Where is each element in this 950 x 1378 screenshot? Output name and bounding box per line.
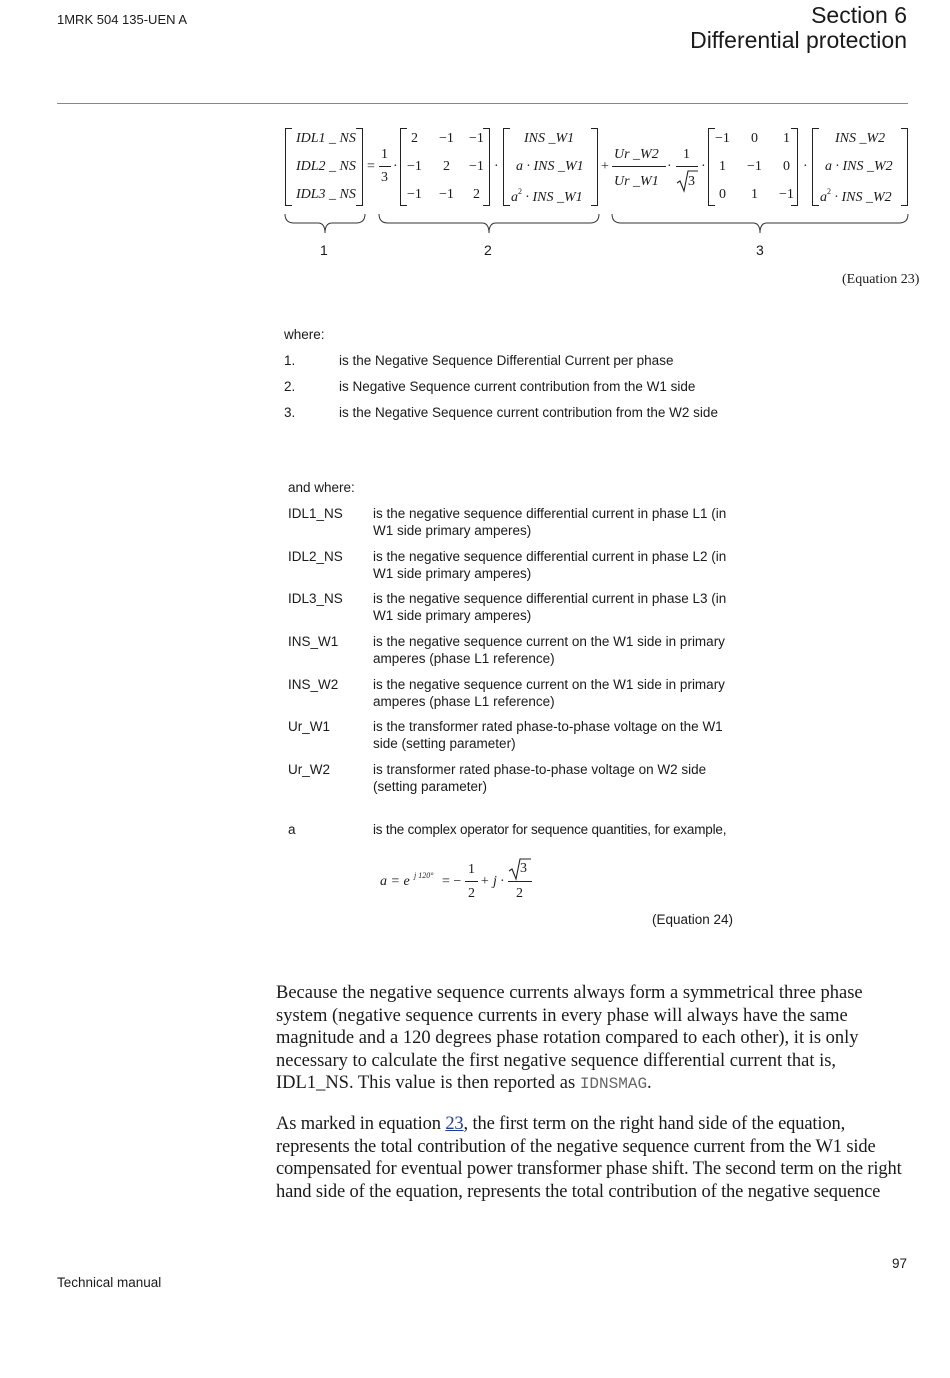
vector-term: · INS _W1 bbox=[525, 190, 583, 205]
definition-text: is the negative sequence differential current in phase L1 (in W1 side primary amperes) bbox=[373, 506, 727, 538]
definition-text: is transformer rated phase-to-phase voltage on W2 side (setting parameter) bbox=[373, 762, 707, 794]
dot-operator: · bbox=[667, 159, 672, 174]
matrix-cell: 0 bbox=[719, 187, 726, 202]
equation-24-label: (Equation 24) bbox=[652, 912, 734, 927]
section-number: Section 6 bbox=[811, 2, 907, 28]
definition-term: IDL3_NS bbox=[288, 591, 343, 606]
brace-label: 1 bbox=[320, 242, 328, 258]
list-text: is the Negative Sequence current contribution from the W2 side bbox=[339, 405, 718, 420]
root-denominator: 2 bbox=[516, 886, 523, 901]
parameter-name: IDNSMAG bbox=[579, 1075, 648, 1094]
dot-operator: · bbox=[393, 159, 398, 174]
definition-text: is the negative sequence current on the W1 side in primary amperes (phase L1 reference) bbox=[373, 634, 725, 666]
definition-term: Ur_W2 bbox=[288, 762, 331, 777]
eq24-equals-minus: = − bbox=[442, 874, 462, 889]
definition-term: INS_W1 bbox=[288, 634, 339, 649]
where-title: where: bbox=[284, 327, 325, 342]
root-radicand: 3 bbox=[520, 861, 527, 876]
list-text: is the Negative Sequence Differential Current per phase bbox=[339, 353, 674, 368]
matrix-cell: −1 bbox=[715, 131, 730, 146]
definition-term: a bbox=[288, 822, 296, 837]
matrix-cell: −1 bbox=[779, 187, 794, 202]
paragraph-end: . bbox=[647, 1073, 652, 1094]
paragraph-text: Because the negative sequence currents always form a symmetrical three phase system (negative sequence currents in every phase will always have the same magnitude and a 120 degrees phase rotation compared to each other), it is only necessary to calculate the first negative sequence differential current that is, IDL1_NS. This value is then reported as bbox=[276, 983, 863, 1094]
body-paragraph bbox=[276, 1113, 910, 1203]
a-letter: a bbox=[820, 190, 827, 205]
ratio-denominator: Ur _W1 bbox=[614, 174, 659, 189]
a-letter: a bbox=[511, 190, 518, 205]
definition-term: IDL2_NS bbox=[288, 549, 343, 564]
matrix-cell: 0 bbox=[751, 131, 758, 146]
definition-text: is the complex operator for sequence quantities, for example, bbox=[373, 822, 727, 837]
matrix-cell: 0 bbox=[783, 159, 790, 174]
dot-operator: · bbox=[803, 159, 808, 174]
root-radicand: 3 bbox=[688, 174, 695, 189]
plus-sign: + bbox=[601, 159, 609, 174]
equation-23-label: (Equation 23) bbox=[842, 272, 920, 287]
definition-text: is the negative sequence differential current in phase L2 (in W1 side primary amperes) bbox=[373, 549, 727, 581]
matrix-cell: −1 bbox=[407, 187, 422, 202]
vector-cell: a · INS _W1 bbox=[516, 159, 584, 174]
coef-denominator: 3 bbox=[381, 170, 388, 185]
superscript: 2 bbox=[827, 187, 831, 196]
matrix-cell: 2 bbox=[473, 187, 480, 202]
matrix-cell: −1 bbox=[747, 159, 762, 174]
definition-term: INS_W2 bbox=[288, 677, 339, 692]
page-number: 97 bbox=[891, 1256, 907, 1271]
matrix-cell: −1 bbox=[439, 131, 454, 146]
vector-cell: INS _W2 bbox=[835, 131, 886, 146]
root-fraction-line bbox=[508, 881, 532, 882]
half-numerator: 1 bbox=[468, 862, 475, 877]
body-paragraph bbox=[276, 982, 910, 1096]
and-where-title: and where: bbox=[288, 480, 355, 495]
matrix-cell: −1 bbox=[469, 131, 484, 146]
definition-term: IDL1_NS bbox=[288, 506, 343, 521]
list-number: 3. bbox=[284, 405, 296, 420]
matrix-cell: 1 bbox=[719, 159, 726, 174]
brace-label: 3 bbox=[756, 242, 764, 258]
vector-term: · INS _W2 bbox=[834, 190, 892, 205]
vector-cell: INS _W1 bbox=[524, 131, 575, 146]
doc-id: 1MRK 504 135-UEN A bbox=[57, 12, 188, 27]
definition-text: is the negative sequence current on the W1 side in primary amperes (phase L1 reference) bbox=[373, 677, 725, 709]
vector-cell: a · INS _W2 bbox=[825, 159, 893, 174]
superscript: 2 bbox=[518, 187, 522, 196]
ratio-numerator: Ur _W2 bbox=[614, 147, 659, 162]
paragraph-text: , the first term on the right hand side of the equation, represents the total contribution of the negative sequence current from the W1 side compensated for eventual power transformer phase shift. The second term on the right hand side of the equation, represents the total contribution of the negative sequence bbox=[276, 1114, 902, 1202]
lhs-cell: IDL3 _ NS bbox=[296, 187, 356, 202]
matrix-cell: −1 bbox=[439, 187, 454, 202]
matrix-cell: 1 bbox=[751, 187, 758, 202]
dot-operator: · bbox=[494, 159, 499, 174]
half-fraction-line bbox=[465, 881, 478, 882]
root-numerator: 1 bbox=[683, 147, 690, 162]
paragraph-text: As marked in equation bbox=[276, 1114, 446, 1134]
list-text: is Negative Sequence current contribution from the W1 side bbox=[339, 379, 696, 394]
equals-sign: = bbox=[367, 159, 375, 174]
brace-label: 2 bbox=[484, 242, 492, 258]
coef-numerator: 1 bbox=[381, 147, 388, 162]
half-denominator: 2 bbox=[468, 886, 475, 901]
lhs-cell: IDL2 _ NS bbox=[296, 159, 356, 174]
definition-term: Ur_W1 bbox=[288, 719, 331, 734]
matrix-cell: 2 bbox=[443, 159, 450, 174]
matrix-cell: −1 bbox=[469, 159, 484, 174]
eq24-lhs: a = e bbox=[380, 874, 410, 889]
eq24-exponent: j 120° bbox=[414, 871, 434, 880]
section-title: Differential protection bbox=[690, 27, 907, 53]
footer-manual-title: Technical manual bbox=[57, 1275, 162, 1290]
equation-link[interactable]: 23 bbox=[445, 1114, 464, 1134]
matrix-cell: 2 bbox=[411, 131, 418, 146]
definition-text: is the negative sequence differential current in phase L3 (in W1 side primary amperes) bbox=[373, 591, 727, 623]
dot-operator: · bbox=[701, 159, 706, 174]
matrix-cell: −1 bbox=[407, 159, 422, 174]
list-number: 2. bbox=[284, 379, 296, 394]
eq24-plus-j: + j · bbox=[480, 874, 504, 889]
definition-text: is the transformer rated phase-to-phase voltage on the W1 side (setting parameter) bbox=[373, 719, 723, 751]
list-number: 1. bbox=[284, 353, 296, 368]
lhs-cell: IDL1 _ NS bbox=[296, 131, 356, 146]
matrix-cell: 1 bbox=[783, 131, 790, 146]
